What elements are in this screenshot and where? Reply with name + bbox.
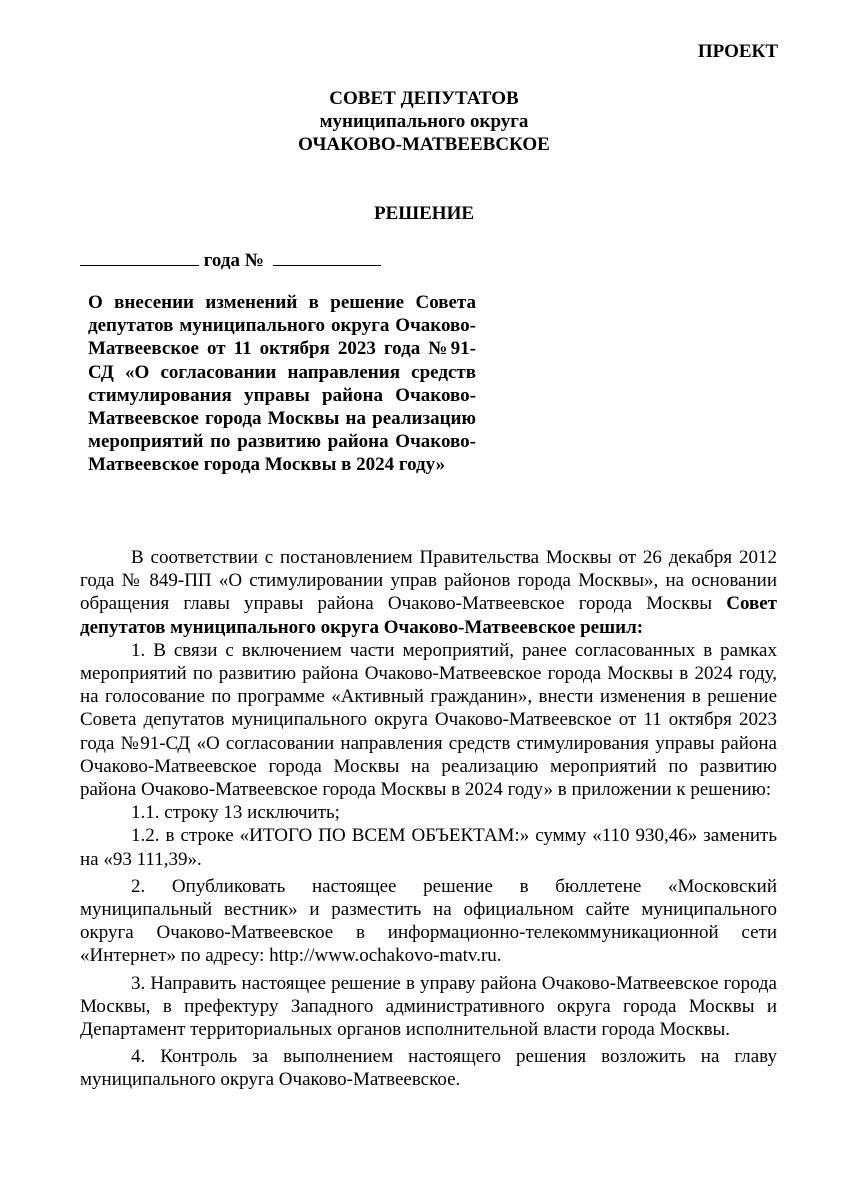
item-3: 3. Направить настоящее решение в управу района Очаково-Матвеевское города Москвы, в префектуру Западного административного округа города Москвы и Департамент территориальных органов исполнительной власти города Москвы. — [80, 972, 777, 1041]
preamble-resolution: Совет депутатов муниципального округа Очаково-Матвеевское решил: — [80, 593, 777, 638]
item-1: 1. В связи с включением части мероприятий, ранее согласованных в рамках мероприятий по развитию района Очаково-Матвеевское города Москвы в 2024 году, на голосование по программе «Активный гражданин», внести изменения в решение Совета депутатов муниципального округа Очаково-Матвеевское от 11 октября 2023 года №91-СД «О согласовании направления средств стимулирования управы района Очаково-Матвеевское города Москвы на реализацию мероприятий по развитию района Очаково-Матвеевское города Москвы в 2024 году» в приложении к решению: — [80, 639, 777, 801]
number-blank — [273, 249, 381, 266]
date-blank — [80, 249, 199, 266]
preamble — [80, 546, 777, 639]
council-heading: СОВЕТ ДЕПУТАТОВ — [329, 88, 519, 109]
item-1-1: 1.1. строку 13 исключить; — [131, 802, 340, 824]
decision-heading: РЕШЕНИЕ — [373, 203, 475, 224]
district-name: ОЧАКОВО-МАТВЕЕВСКОЕ — [298, 134, 550, 155]
date-number-line — [80, 249, 381, 272]
district-line: муниципального округа — [319, 111, 529, 132]
date-label: года № — [203, 250, 264, 271]
draft-mark: ПРОЕКТ — [697, 41, 778, 62]
item-2: 2. Опубликовать настоящее решение в бюллетене «Московский муниципальный вестник» и разместить на официальном сайте муниципального округа Очаково-Матвеевское в информационно-телекоммуникационной сети «Интернет» по адресу: http://www.ochakovo-matv.ru. — [80, 875, 777, 967]
preamble-text: В соответствии с постановлением Правительства Москвы от 26 декабря 2012 года № 849-ПП «О стимулировании управ районов города Москвы», на основании обращения главы управы района Очаково-Матвеевское города Москвы — [80, 547, 777, 615]
decision-title: О внесении изменений в решение Совета депутатов муниципального округа Очаково-Матвеевское от 11 октября 2023 года №91-СД «О согласовании направления средств стимулирования управы района Очаково-Матвеевское города Москвы на реализацию мероприятий по развитию района Очаково-Матвеевское города Москвы в 2024 году» — [88, 292, 476, 476]
item-1-2: 1.2. в строке «ИТОГО ПО ВСЕМ ОБЪЕКТАМ:» сумму «110 930,46» заменить на «93 111,39». — [80, 825, 777, 870]
decision-body — [80, 546, 777, 1092]
item-4: 4. Контроль за выполнением настоящего решения возложить на главу муниципального округа Очаково-Матвеевское. — [80, 1046, 777, 1091]
